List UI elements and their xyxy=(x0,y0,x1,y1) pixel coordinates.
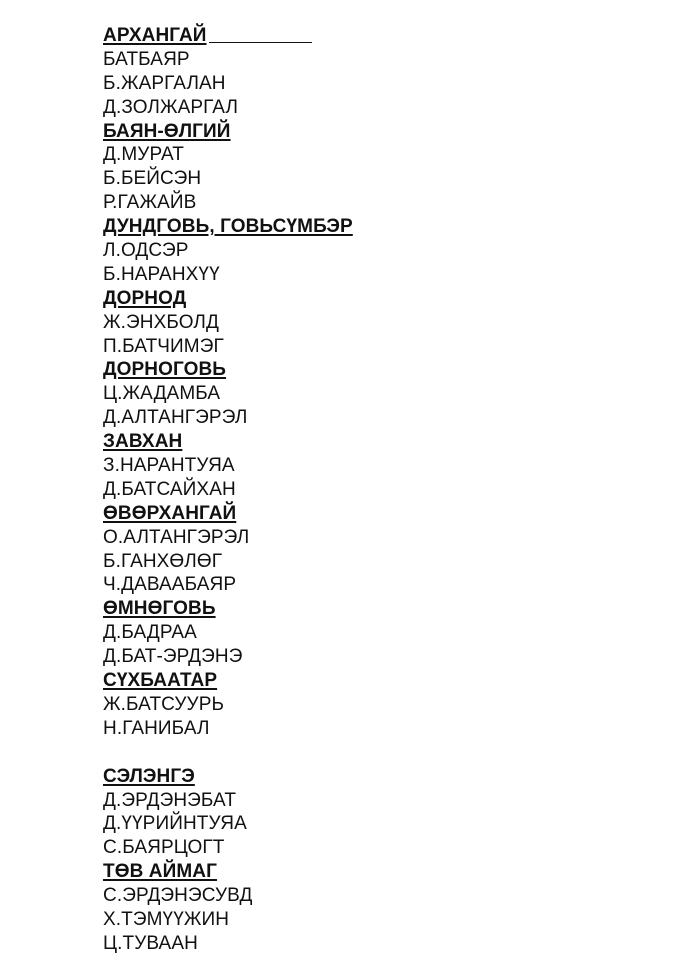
person-name-text: Д.ЭРДЭНЭБАТ xyxy=(103,789,237,811)
person-name-text: Ж.БАТСУУРЬ xyxy=(103,693,225,715)
region-heading-text: БАЯН-ӨЛГИЙ xyxy=(103,120,231,142)
person-name-text: П.БАТЧИМЭГ xyxy=(103,335,224,357)
person-name xyxy=(103,908,663,932)
blank-spacer xyxy=(103,741,663,765)
person-name xyxy=(103,239,663,263)
region-heading xyxy=(103,358,663,382)
region-heading-text: ДОРНОД xyxy=(103,287,187,309)
person-name xyxy=(103,573,663,597)
person-name-text: Х.ТЭМҮҮЖИН xyxy=(103,908,230,930)
person-name-text: Ц.ТУВААН xyxy=(103,932,198,954)
person-name-text: З.НАРАНТУЯА xyxy=(103,455,235,477)
person-name xyxy=(103,621,663,645)
person-name xyxy=(103,454,663,478)
person-name-text: Б.БЕЙСЭН xyxy=(103,168,202,190)
region-heading-text: СҮХБААТАР xyxy=(103,670,218,692)
person-name-text: Н.ГАНИБАЛ xyxy=(103,717,210,739)
person-name-text: С.ЭРДЭНЭСУВД xyxy=(103,885,253,907)
region-heading-text: ЗАВХАН xyxy=(103,431,183,453)
person-name xyxy=(103,836,663,860)
person-name-text: Д.АЛТАНГЭРЭЛ xyxy=(103,407,248,429)
region-heading xyxy=(103,430,663,454)
name-list-document xyxy=(103,24,663,956)
person-name xyxy=(103,693,663,717)
person-name xyxy=(103,167,663,191)
person-name-text: Д.МУРАТ xyxy=(103,144,184,166)
person-name-text: Д.ҮҮРИЙНТУЯА xyxy=(103,813,247,835)
person-name xyxy=(103,526,663,550)
person-name-text: Д.БАТСАЙХАН xyxy=(103,478,236,500)
region-heading-text: ӨМНӨГОВЬ xyxy=(103,598,216,620)
person-name xyxy=(103,382,663,406)
person-name-text: Б.ГАНХӨЛӨГ xyxy=(103,550,223,572)
region-heading-text: ТӨВ АЙМАГ xyxy=(103,861,217,883)
person-name xyxy=(103,143,663,167)
region-heading xyxy=(103,860,663,884)
region-heading xyxy=(103,669,663,693)
person-name xyxy=(103,96,663,120)
person-name-text: Л.ОДСЭР xyxy=(103,240,189,262)
person-name xyxy=(103,717,663,741)
person-name xyxy=(103,263,663,287)
person-name-text: Д.ЗОЛЖАРГАЛ xyxy=(103,96,239,118)
region-heading-text: ДУНДГОВЬ, ГОВЬСҮМБЭР xyxy=(103,216,353,238)
person-name xyxy=(103,406,663,430)
person-name-text: БАТБАЯР xyxy=(103,48,190,70)
person-name xyxy=(103,335,663,359)
person-name xyxy=(103,311,663,335)
region-heading xyxy=(103,287,663,311)
region-heading xyxy=(103,24,663,48)
person-name-text: С.БАЯРЦОГТ xyxy=(103,837,225,859)
region-heading-text: ӨВӨРХАНГАЙ xyxy=(103,502,237,524)
person-name-text: Д.БАДРАА xyxy=(103,622,197,644)
region-heading xyxy=(103,120,663,144)
region-heading-text: ДОРНОГОВЬ xyxy=(103,359,227,381)
person-name-text: Б.НАРАНХҮҮ xyxy=(103,263,220,285)
person-name xyxy=(103,72,663,96)
person-name xyxy=(103,932,663,956)
person-name xyxy=(103,645,663,669)
person-name-text: Ц.ЖАДАМБА xyxy=(103,383,221,405)
person-name-text: Б.ЖАРГАЛАН xyxy=(103,72,226,94)
person-name xyxy=(103,789,663,813)
region-heading xyxy=(103,502,663,526)
person-name-text: О.АЛТАНГЭРЭЛ xyxy=(103,526,250,548)
person-name-text: Ж.ЭНХБОЛД xyxy=(103,311,219,333)
region-heading-text: СЭЛЭНГЭ xyxy=(103,765,195,787)
person-name-text: Ч.ДАВААБАЯР xyxy=(103,574,237,596)
heading-trailing-rule xyxy=(209,42,312,43)
person-name xyxy=(103,884,663,908)
region-heading xyxy=(103,765,663,789)
person-name-text: Р.ГАЖАЙВ xyxy=(103,192,197,214)
person-name-text: Д.БАТ-ЭРДЭНЭ xyxy=(103,646,243,668)
person-name xyxy=(103,550,663,574)
person-name xyxy=(103,478,663,502)
region-heading-text: АРХАНГАЙ xyxy=(103,25,207,46)
person-name xyxy=(103,48,663,72)
region-heading xyxy=(103,215,663,239)
region-heading xyxy=(103,597,663,621)
person-name xyxy=(103,812,663,836)
person-name xyxy=(103,191,663,215)
